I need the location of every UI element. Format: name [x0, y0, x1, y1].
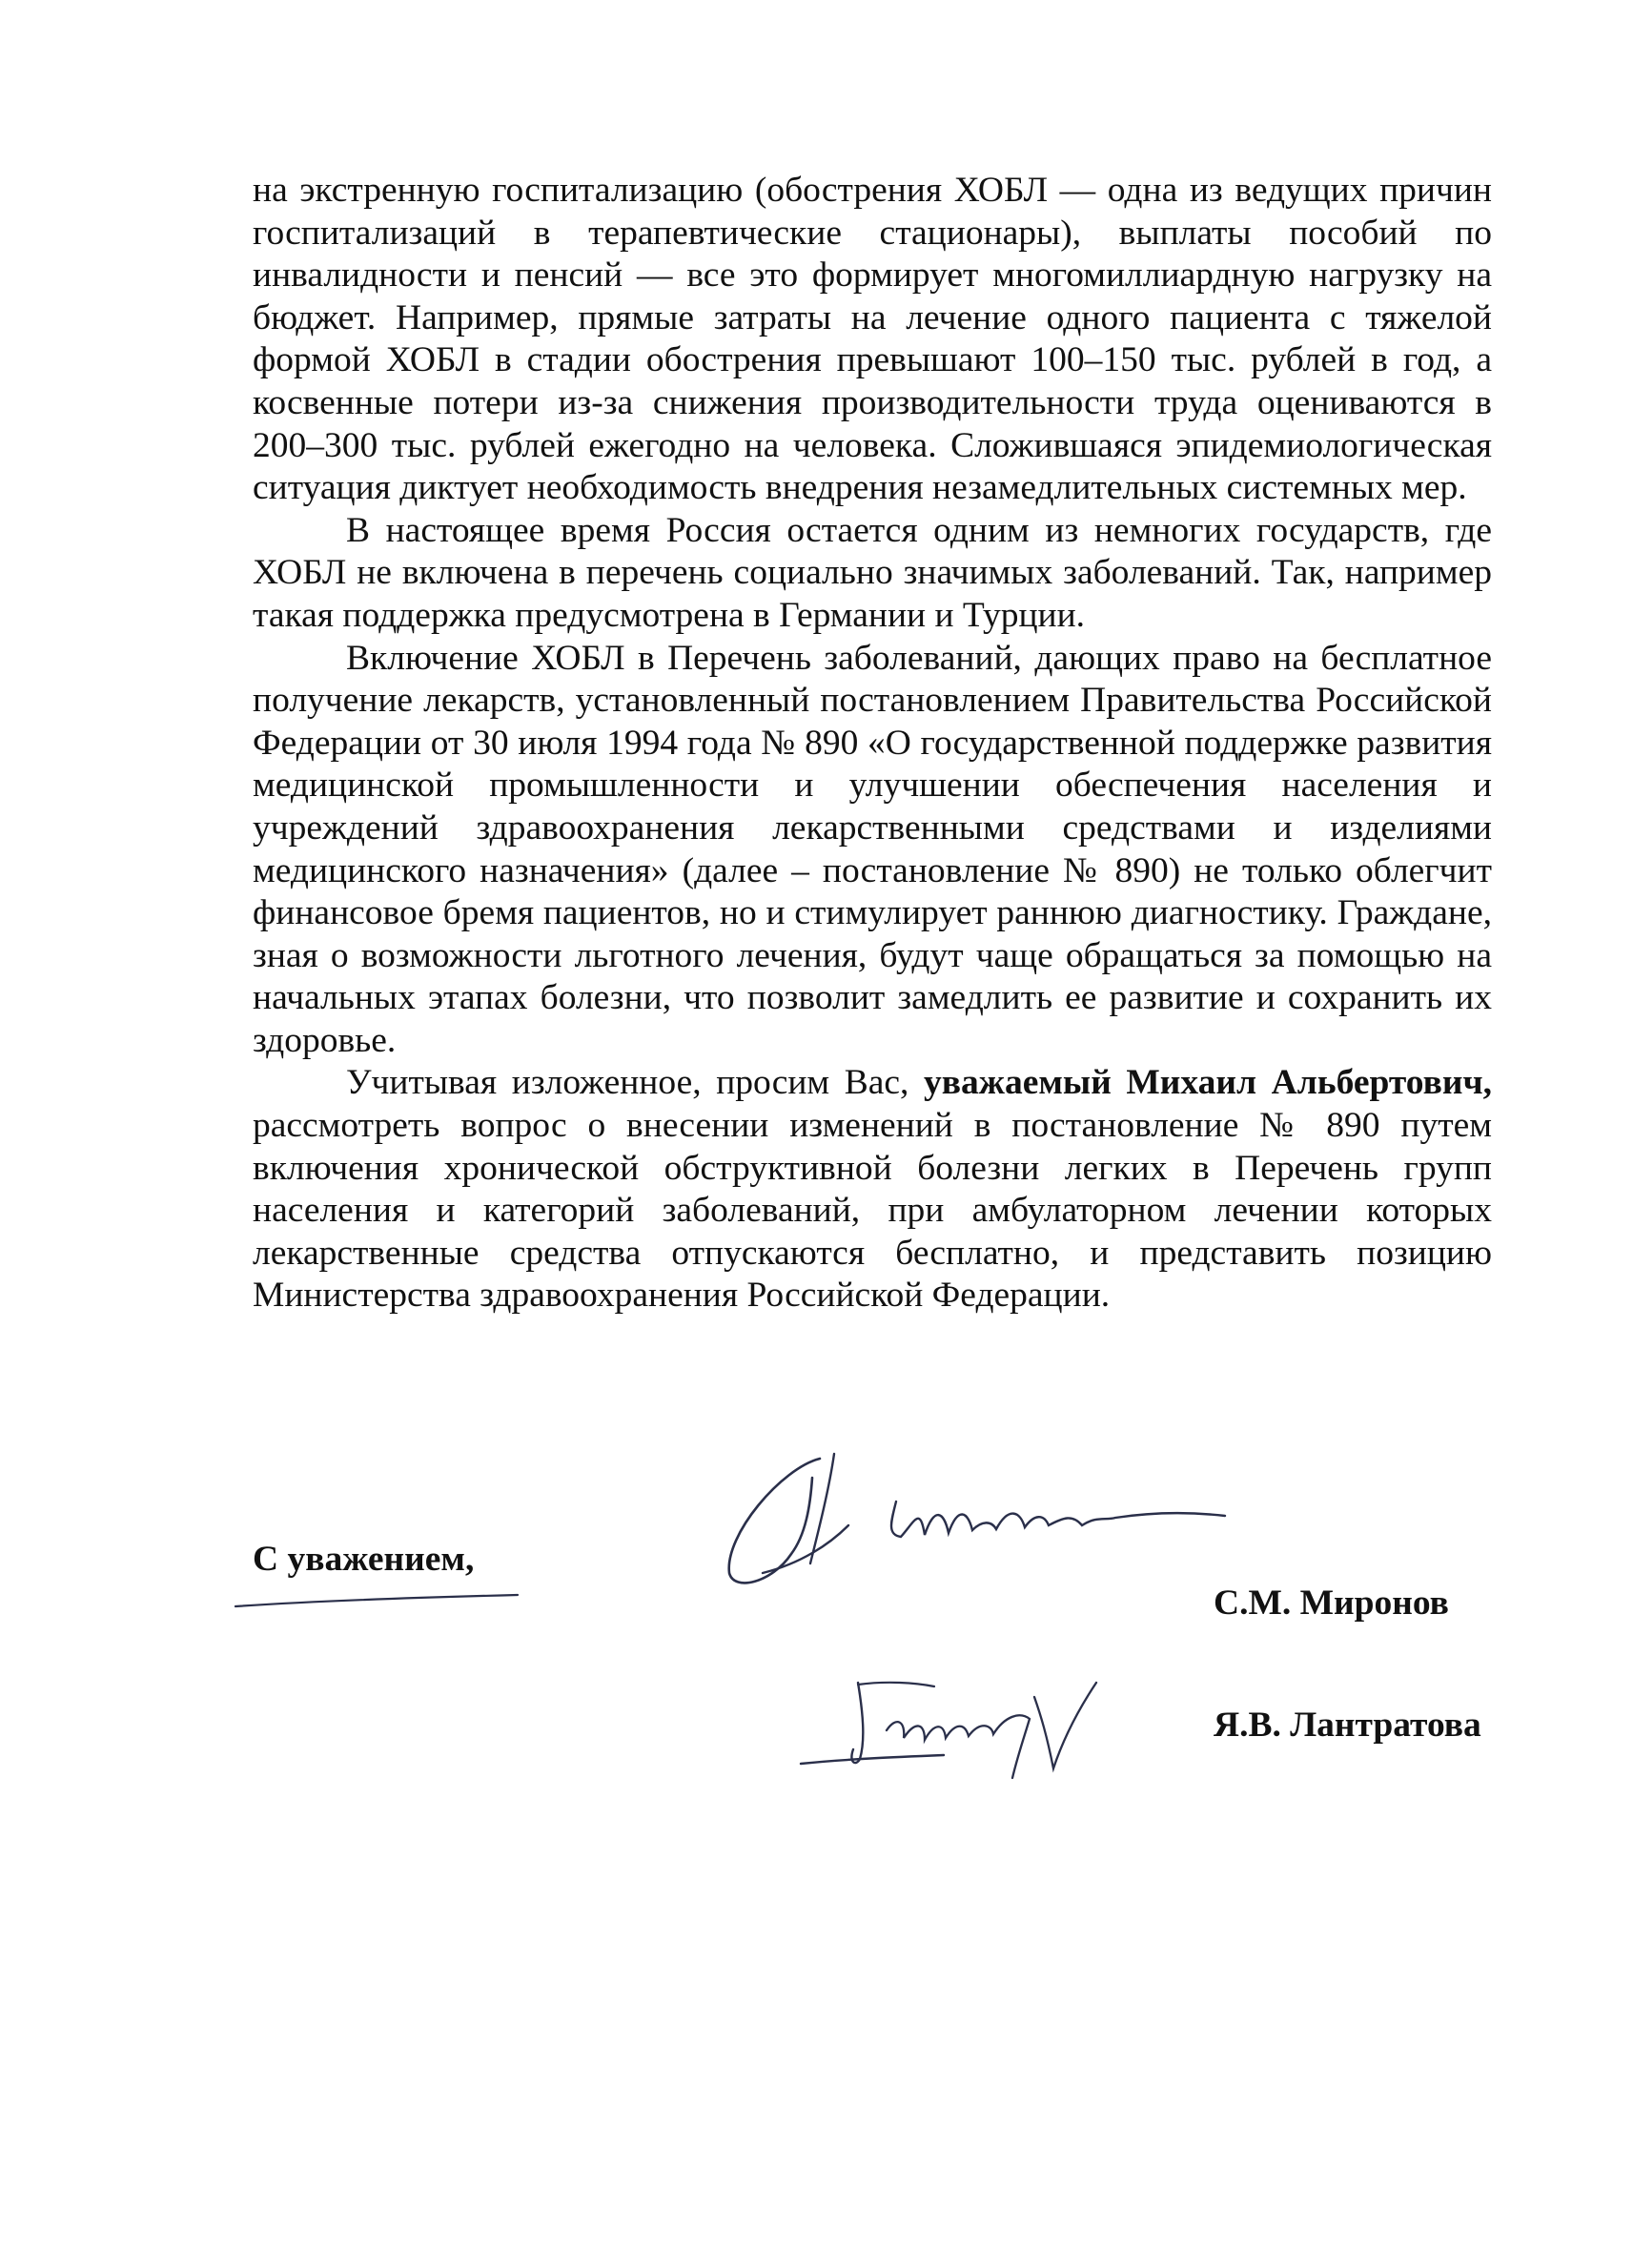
- signature-mironov: [705, 1430, 1239, 1602]
- paragraph-2: В настоящее время Россия остается одним из немногих государств, где ХОБЛ не включена в перечень социально значимых заболеваний. Так, например такая поддержка предусмотрена в Германии и Турции.: [253, 510, 1492, 635]
- signature-lantratova: [791, 1664, 1153, 1788]
- paragraph-4-end: рассмотреть вопрос о внесении изменений в постановление № 890 путем включения хронической обструктивной болезни легких в Перечень групп населения и категорий заболеваний, при амбулаторном лечении которых лекарственные средства отпускаются бесплатно, и представить позицию Министерства здравоохранения Российской Федерации.: [253, 1106, 1492, 1316]
- addressee-name: уважаемый Михаил Альбертович,: [924, 1063, 1492, 1103]
- signatory-name-2: Я.В. Лантратова: [1214, 1706, 1481, 1745]
- closing-underline: [234, 1591, 520, 1610]
- paragraph-3: Включение ХОБЛ в Перечень заболеваний, дающих право на бесплатное получение лекарств, установленный постановлением Правительства Российской Федерации от 30 июля 1994 года № 890 «О государственной поддержке развития медицинской промышленности и улучшении обеспечения населения и учреждений здравоохранения лекарственными средствами и изделиями медицинского назначения» (далее – постановление № 890) не только облегчит финансовое бремя пациентов, но и стимулирует раннюю диагностику. Граждане, зная о возможности льготного лечения, будут чаще обращаться за помощью на начальных этапах болезни, что позволит замедлить ее развитие и сохранить их здоровье.: [253, 638, 1492, 1060]
- letter-body: [253, 170, 1492, 1318]
- paragraph-4: [253, 1062, 1492, 1318]
- closing-phrase: С уважением,: [253, 1540, 475, 1579]
- paragraph-4-start: Учитывая изложенное, просим Вас,: [346, 1063, 925, 1103]
- signatory-name-1: С.М. Миронов: [1214, 1584, 1449, 1623]
- paragraph-1: на экстренную госпитализацию (обострения ХОБЛ — одна из ведущих причин госпитализаций в терапевтические стационары), выплаты пособий по инвалидности и пенсий — все это формирует многомиллиардную нагрузку на бюджет. Например, прямые затраты на лечение одного пациента с тяжелой формой ХОБЛ в стадии обострения превышают 100–150 тыс. рублей в год, а косвенные потери из-за снижения производительности труда оцениваются в 200–300 тыс. рублей ежегодно на человека. Сложившаяся эпидемиологическая ситуация диктует необходимость внедрения незамедлительных системных мер.: [253, 171, 1492, 508]
